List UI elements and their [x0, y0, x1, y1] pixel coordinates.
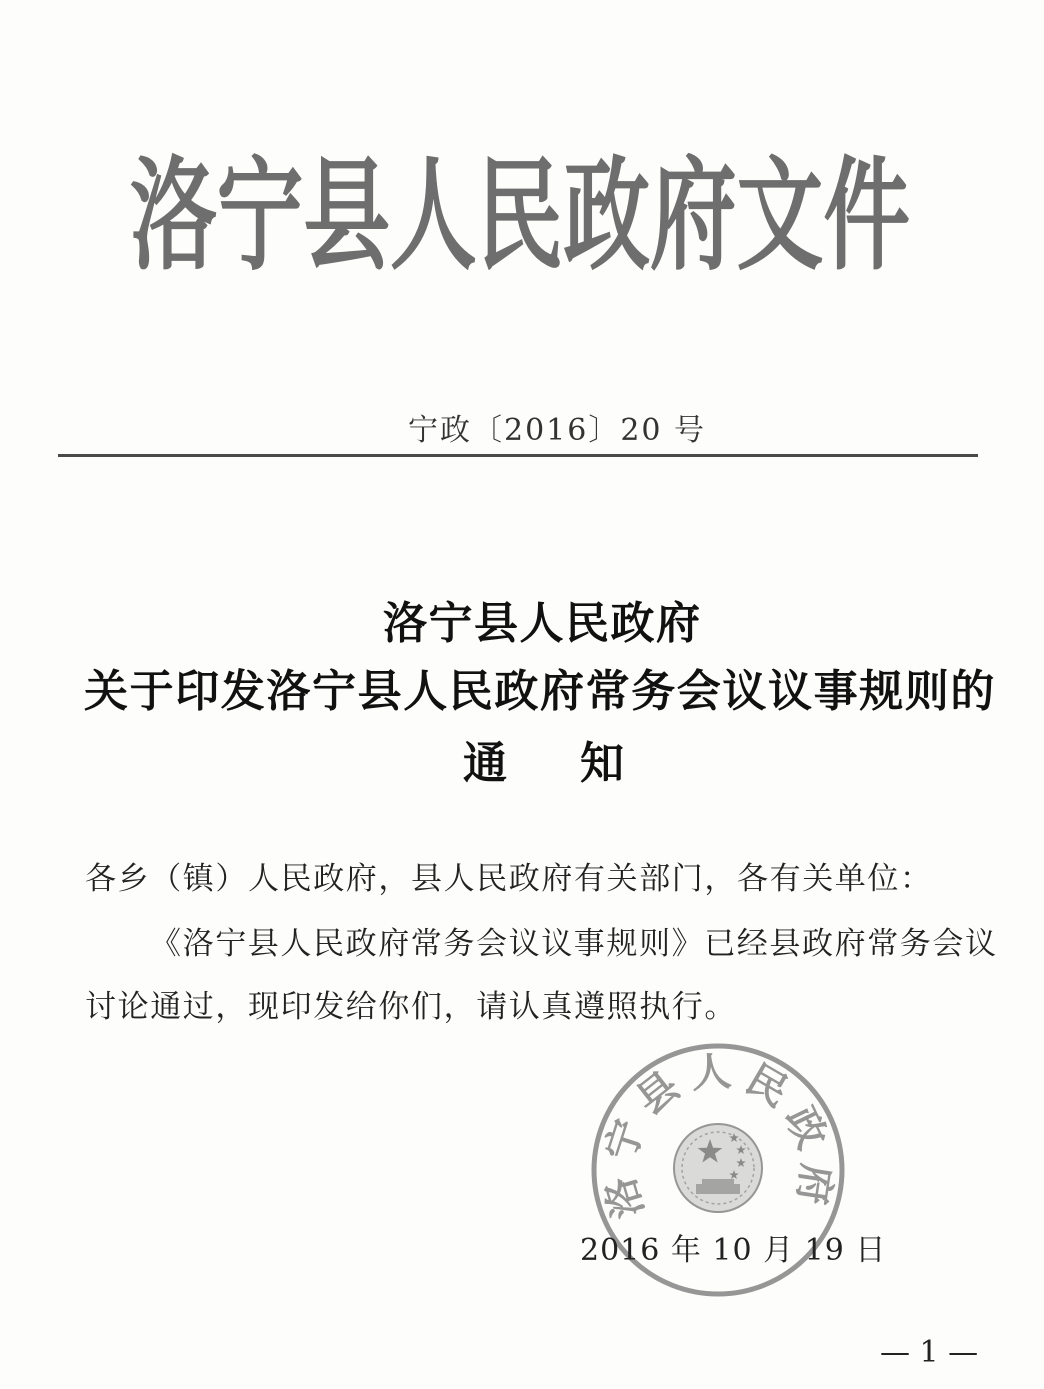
header-title: 洛宁县人民政府文件 — [130, 145, 910, 280]
document-number: 宁政〔2016〕20 号 — [408, 413, 707, 448]
body-paragraph-line: 《洛宁县人民政府常务会议议事规则》已经县政府常务会议 — [150, 926, 998, 962]
seal-text: 洛宁县人民政府 — [597, 1048, 840, 1224]
notice-title-issuer: 洛宁县人民政府 — [383, 598, 702, 649]
salutation: 各乡（镇）人民政府，县人民政府有关部门，各有关单位： — [85, 861, 933, 897]
notice-title-type: 通 知 — [463, 738, 619, 789]
national-emblem-icon — [674, 1124, 762, 1212]
body-paragraph-line: 讨论通过，现印发给你们，请认真遵照执行。 — [85, 989, 737, 1025]
notice-title-subject: 关于印发洛宁县人民政府常务会议议事规则的 — [84, 666, 996, 717]
header-divider — [58, 454, 978, 457]
page-number: — 1 — — [880, 1335, 979, 1370]
document-header — [125, 140, 925, 280]
issue-date: 2016 年 10 月 19 日 — [580, 1233, 887, 1268]
